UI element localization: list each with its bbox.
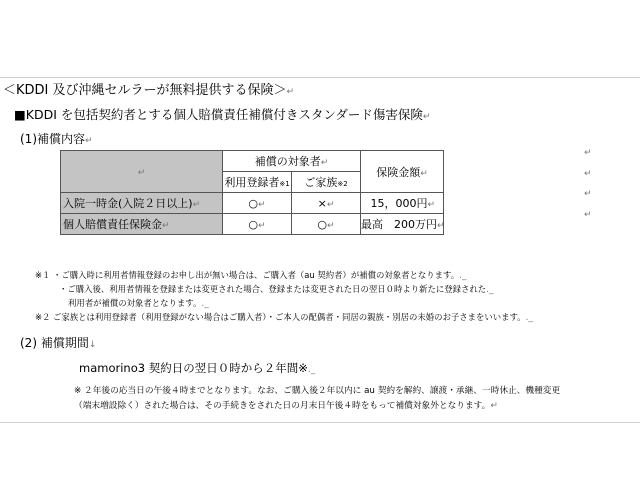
cell-family — [292, 214, 361, 235]
cell-amount-text: 最高 200万円 — [361, 218, 438, 231]
header-registered-user-note: ※1 — [279, 180, 290, 188]
note-1-line-1 — [35, 271, 466, 281]
header-covered-persons — [223, 151, 361, 172]
note-2 — [35, 313, 533, 323]
cell-registered-user-text: ○ — [248, 196, 259, 210]
paragraph-mark: ._ — [459, 271, 467, 281]
header-insurance-amount-text: 保険金額 — [376, 165, 421, 179]
note-text: 利用者が補償の対象者となります。 — [68, 298, 202, 308]
header-registered-user — [223, 172, 292, 193]
note-text: ・ご購入後、利用者情報を登録または変更された場合、登録または変更された日の翌日０時より新たに登録された — [59, 284, 487, 294]
cell-family-text: ○ — [317, 217, 328, 231]
document-title-text: ＜KDDI 及び沖縄セルラーが無料提供する保険＞ — [3, 83, 287, 98]
section-heading-coverage — [20, 133, 93, 146]
paragraph-mark: ↵ — [584, 168, 592, 179]
header-covered-persons-text: 補償の対象者 — [254, 155, 321, 168]
paragraph-mark: ↵ — [584, 148, 592, 158]
header-family-note: ※2 — [337, 180, 348, 188]
table-row-end-marks — [584, 148, 596, 230]
row-label — [61, 214, 223, 235]
cell-registered-user-text: ○ — [248, 217, 259, 231]
paragraph-mark: ↵ — [258, 220, 266, 231]
paragraph-mark: ↵ — [584, 209, 592, 220]
header-family-text: ご家族 — [304, 176, 338, 189]
note-1-line-2 — [59, 285, 494, 295]
page-top-border — [0, 77, 640, 78]
paragraph-mark: ↵ — [427, 200, 436, 210]
row-label-text: 入院一時金(入院２日以上) — [63, 197, 193, 210]
paragraph-mark: ↵ — [137, 168, 146, 178]
insurance-subtitle-text: ■KDDI を包括契約者とする個人賠償責任補償付きスタンダード傷害保険 — [14, 107, 423, 122]
coverage-table-header-row — [61, 151, 444, 172]
paragraph-mark: ._ — [307, 365, 316, 375]
table-row — [61, 193, 444, 214]
row-label-text: 個人賠償責任保険金 — [63, 218, 162, 231]
paragraph-mark: ↵ — [327, 220, 335, 231]
paragraph-mark: ↵ — [320, 158, 329, 168]
cell-family — [292, 193, 361, 214]
paragraph-mark: ._ — [201, 299, 209, 309]
paragraph-mark: ↵ — [437, 221, 445, 231]
paragraph-mark: ↵ — [490, 401, 498, 411]
section-heading-period-text: (2) 補償期間 — [20, 336, 89, 350]
section-heading-period — [20, 337, 96, 350]
paragraph-mark: ↵ — [162, 221, 170, 231]
paragraph-mark: ._ — [525, 313, 533, 323]
paragraph-mark: ↵ — [584, 189, 592, 200]
paragraph-mark: ↵ — [286, 87, 295, 97]
paragraph-mark: ↵ — [258, 199, 266, 210]
coverage-table — [60, 150, 444, 235]
header-registered-user-text: 利用登録者 — [224, 176, 280, 189]
table-row — [61, 214, 444, 235]
document-title — [3, 84, 294, 97]
paragraph-mark: ↵ — [192, 200, 201, 210]
note-text: ※２ ご家族とは利用登録者（利用登録がない場合はご購入者）・ご本人の配偶者・同居の親族・別居の未婚のお子さまをいいます。 — [35, 312, 526, 322]
note-text: ※１ ・ご購入時に利用者情報登録のお申し出が無い場合は、ご購入者（au 契約者）が補償の対象者となります。 — [35, 270, 460, 280]
section-heading-coverage-text: (1)補償内容 — [20, 132, 85, 146]
cell-amount — [361, 193, 444, 214]
line-break-mark: ↓ — [88, 340, 97, 350]
note-1-line-3 — [68, 299, 209, 309]
note-3-line-1 — [74, 387, 560, 396]
row-label — [61, 193, 223, 214]
paragraph-mark: ↵ — [85, 136, 93, 146]
note-text: （端末増設除く）された場合は、その手続きをされた日の月末日午後４時をもって補償対象外となります。 — [74, 401, 491, 411]
paragraph-mark: ↵ — [422, 112, 431, 122]
header-insurance-amount — [361, 151, 444, 193]
paragraph-mark: ↵ — [420, 168, 428, 179]
cell-amount-text: 15，000円 — [370, 197, 428, 210]
note-3-line-2 — [74, 402, 498, 411]
header-family — [292, 172, 361, 193]
paragraph-mark: ._ — [486, 285, 494, 295]
coverage-period-text: mamorino3 契約日の翌日０時から２年間※ — [79, 361, 308, 375]
corner-cell — [61, 151, 223, 193]
note-text: ※ ２年後の応当日の午後４時までとなります。なお、ご購入後２年以内に au 契約を解約、譲渡・承継、一時休止、機種変更 — [74, 386, 561, 396]
coverage-period — [79, 363, 315, 375]
cell-registered-user — [223, 193, 292, 214]
cell-amount — [361, 214, 444, 235]
cell-family-text: × — [317, 196, 327, 210]
insurance-subtitle — [14, 109, 430, 122]
page-bottom-border — [0, 422, 640, 423]
paragraph-mark: ↵ — [326, 199, 335, 210]
cell-registered-user — [223, 214, 292, 235]
